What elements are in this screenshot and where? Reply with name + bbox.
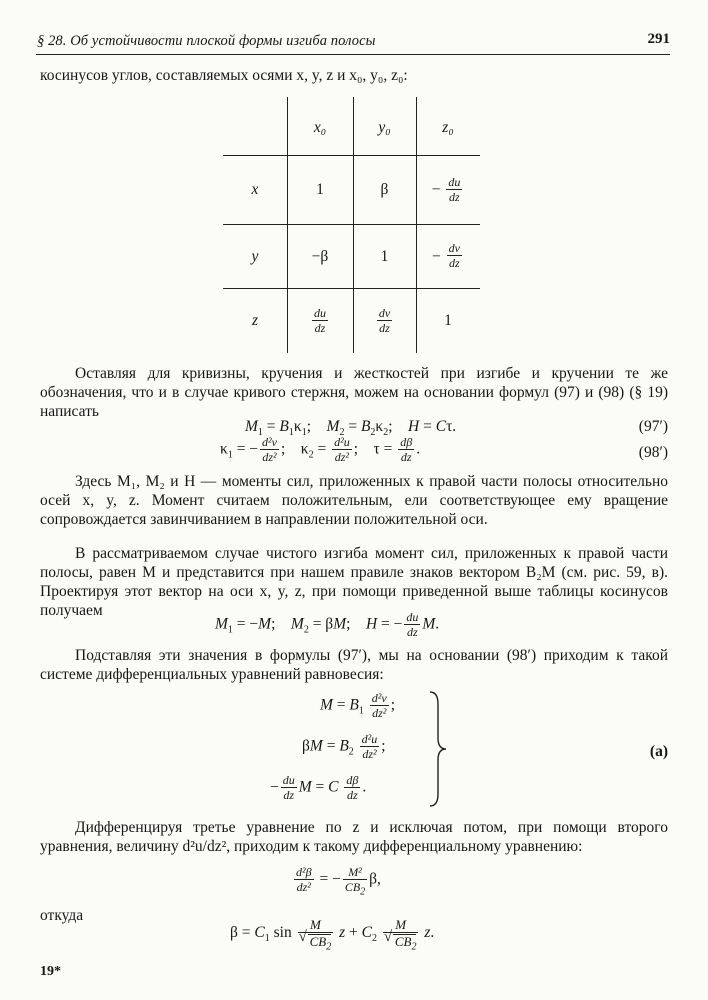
equation-moments: $M_1 = -M$; $M_2 = \beta M$; H = − $\frac{du}{dz}$ M. xyxy=(215,610,440,639)
equation-97-number: (97′) xyxy=(638,418,668,435)
signature-mark: 19* xyxy=(40,964,61,979)
cell-x-z0: − $\frac{du}{dz}$ xyxy=(431,174,461,204)
col-header-x0: x₀ xyxy=(313,118,327,136)
equation-98-prime: $\kappa_1$ = − $\frac{\text{d²v}}{\text{dz²}}$ ; $\kappa_2$ = $\frac{\text{d²u}}{\text{dz²}}$ ; τ = $\frac{d\beta}{dz}$ . xyxy=(220,435,421,464)
cell-z-z0: 1 xyxy=(444,312,452,329)
right-brace xyxy=(426,690,452,808)
system-equation-1: $M = B_1$ $\frac{\text{d²v}}{\text{dz²}}$ ; xyxy=(320,691,396,720)
cell-x-x0: 1 xyxy=(316,181,324,198)
equation-solution: $\beta = C_1$ sin M √ $CB_2$ $z + C_2$ M √ $CB_2$ z. xyxy=(230,918,434,949)
cell-z-y0: $\frac{dv}{dz}$ xyxy=(378,305,391,335)
col-header-z0: z₀ xyxy=(442,118,454,136)
paragraph-4: Подставляя эти значения в формулы (97′), мы на основании (98′) приходим к такой системе дифференциальных уравнений равновесия: xyxy=(40,647,668,683)
word-otkuda: откуда xyxy=(40,907,84,924)
row-label-z: z xyxy=(251,312,259,329)
system-equation-2: $\beta M = B_2$ $\frac{\text{d²u}}{\text{dz²}}$ ; xyxy=(302,732,386,761)
row-label-y: y xyxy=(251,247,259,265)
col-header-y0: y₀ xyxy=(378,118,391,136)
equation-98-number: (98′) xyxy=(638,444,668,461)
equation-97-prime: $M_1 = B_1\kappa_1$; $M_2 = B_2\kappa_2$; H = Cτ. xyxy=(245,418,457,439)
system-label: (a) xyxy=(649,743,668,760)
header-rule xyxy=(36,54,670,55)
cell-y-z0: − $\frac{dv}{dz}$ xyxy=(432,241,460,270)
row-label-x: x xyxy=(251,181,259,198)
running-header-title: § 28. Об устойчивости плоской формы изгиба полосы xyxy=(37,33,376,49)
cell-y-y0: 1 xyxy=(380,247,389,265)
cell-z-x0: $\frac{du}{dz}$ xyxy=(314,305,326,335)
paragraph-5: Дифференцируя третье уравнение по z и исключая потом, при помощи второго уравнения, величину d²u/dz², приходим к такому дифференциальному уравнению: xyxy=(40,819,668,855)
paragraph-2: Здесь M₁, M₂ и H — моменты сил, приложенных к правой части полосы относительно осей x, y, z. Момент считаем положительным, ели соответствующее ему вращение сопровождается завинчиванием в направлении положительной оси. xyxy=(40,473,668,528)
intro-line: косинусов углов, составляемых осями x, y, z и x₀, y₀, z₀: xyxy=(40,67,408,84)
paragraph-1: Оставляя для кривизны, кручения и жесткостей при изгибе и кручении те же обозначения, что и в случае кривого стержня, можем на основании формул (97) и (98) (§ 19) написать xyxy=(40,365,668,420)
system-equation-3: − $\frac{du}{dz}$ M = C $\frac{d\beta}{dz}$ . xyxy=(270,773,367,802)
page-number: 291 xyxy=(647,31,670,47)
cosine-table xyxy=(223,97,480,353)
equation-differential: $\frac{\text{d²β}}{\text{dz²}}$ = − $\frac{\text{M²}}{CB_2}$ β, xyxy=(296,865,381,898)
cell-x-y0: β xyxy=(380,181,389,198)
paragraph-3: В рассматриваемом случае чистого изгиба момент сил, приложенных к правой части полосы, равен M и представится при нашем правиле знаков вектором B₂M (см. рис. 59, в). Проектируя этот вектор на оси x, y, z, при помощи приведенной выше таблицы косинусов получаем xyxy=(40,545,668,619)
cell-y-x0: −β xyxy=(311,247,329,265)
